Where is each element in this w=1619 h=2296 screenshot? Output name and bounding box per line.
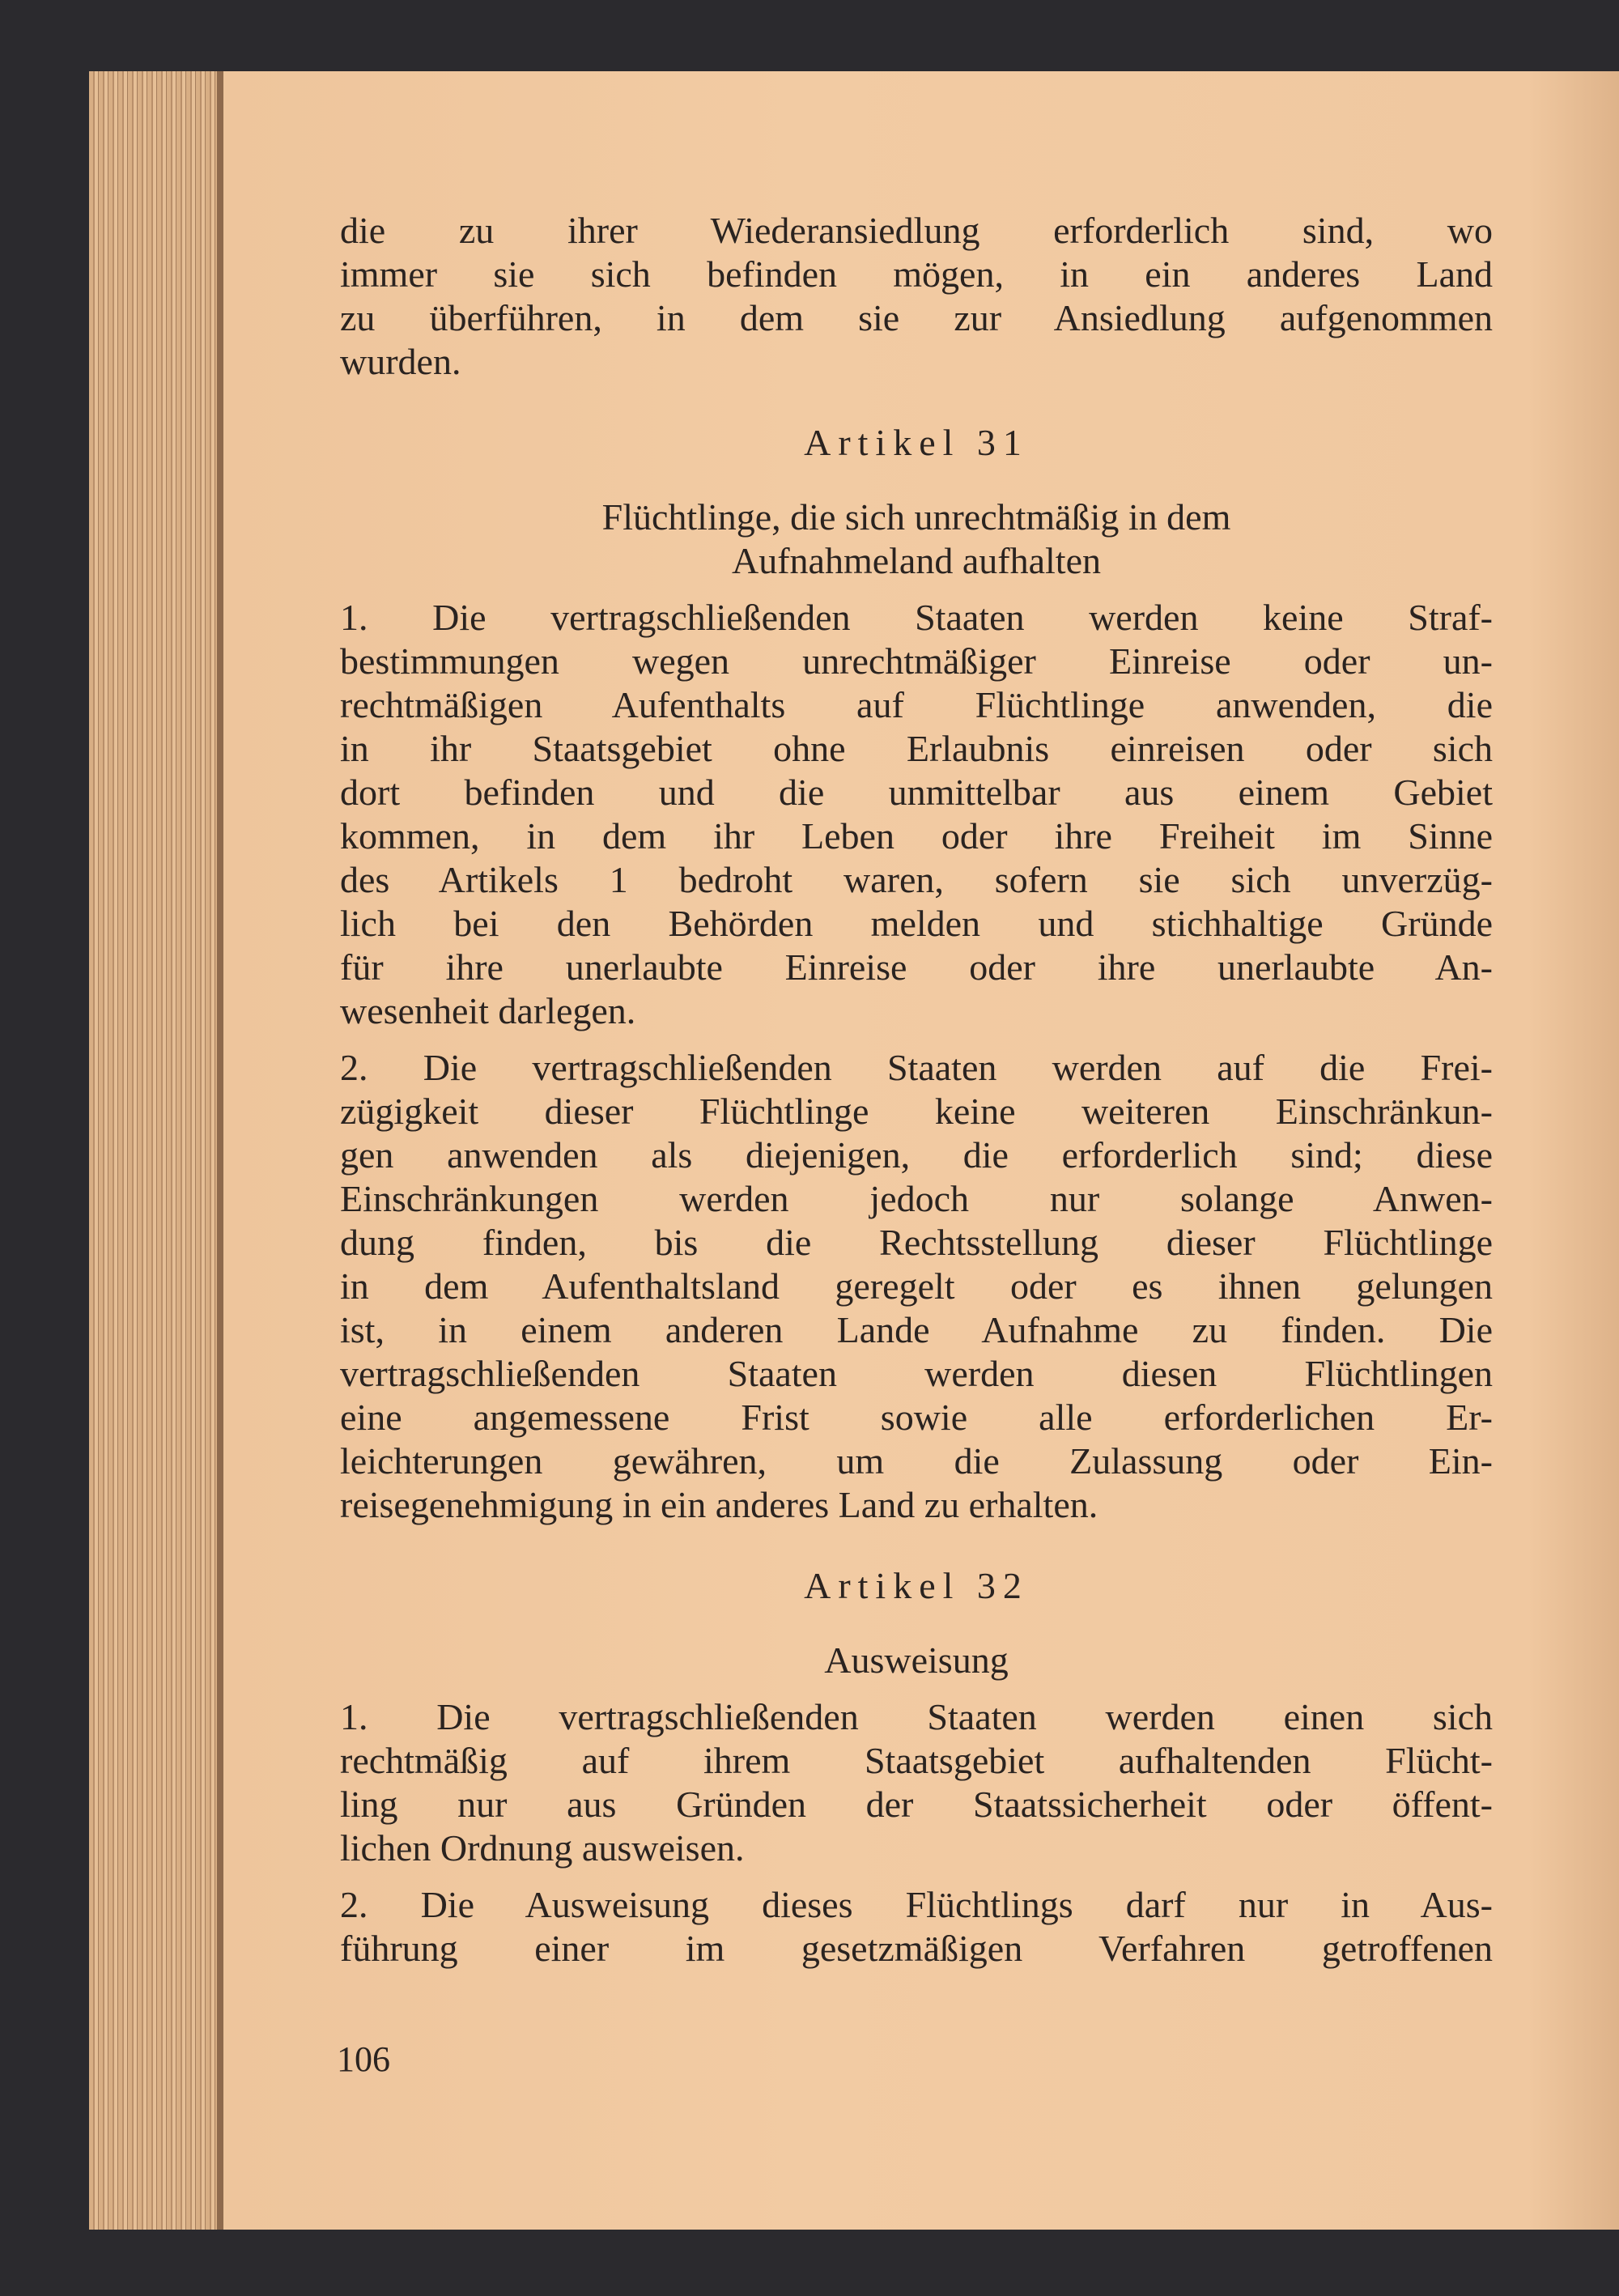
text-line: zügigkeit dieser Flüchtlinge keine weiteren Einschränkun- (340, 1091, 1493, 1132)
page-text (340, 209, 1493, 1971)
article-32-paragraph-2 (340, 1883, 1493, 1971)
text-line: zu überführen, in dem sie zur Ansiedlung aufgenommen (340, 297, 1493, 338)
text-line: in ihr Staatsgebiet ohne Erlaubnis einreisen oder sich (340, 728, 1493, 769)
text-line: lich bei den Behörden melden und stichhaltige Gründe (340, 903, 1493, 944)
text-line: des Artikels 1 bedroht waren, sofern sie sich unverzüg- (340, 859, 1493, 900)
text-line: führung einer im gesetzmäßigen Verfahren getroffenen (340, 1928, 1493, 1969)
page-number: 106 (337, 2039, 390, 2079)
article-31-title: Flüchtlinge, die sich unrechtmäßig in dem (601, 496, 1231, 538)
text-line: ist, in einem anderen Lande Aufnahme zu finden. Die (340, 1309, 1493, 1350)
article-31-title: Aufnahmeland aufhalten (732, 540, 1101, 581)
text-line: eine angemessene Frist sowie alle erforderlichen Er- (340, 1397, 1493, 1438)
text-line: wesenheit darlegen. (340, 990, 636, 1031)
text-line: bestimmungen wegen unrechtmäßiger Einreise oder un- (340, 640, 1493, 682)
article-32-title: Ausweisung (824, 1639, 1009, 1681)
text-line: Einschränkungen werden jedoch nur solange Anwen- (340, 1178, 1493, 1219)
text-line: leichterungen gewähren, um die Zulassung oder Ein- (340, 1440, 1493, 1482)
text-line: dort befinden und die unmittelbar aus einem Gebiet (340, 772, 1493, 813)
text-line: die zu ihrer Wiederansiedlung erforderlich sind, wo (340, 210, 1493, 251)
article-32-paragraph-1 (340, 1695, 1493, 1870)
article-31-paragraph-2 (340, 1046, 1493, 1527)
text-line: reisegenehmigung in ein anderes Land zu erhalten. (340, 1484, 1098, 1525)
text-line: ling nur aus Gründen der Staatssicherheit oder öffent- (340, 1784, 1493, 1825)
page-edges (89, 71, 219, 2230)
text-line: rechtmäßig auf ihrem Staatsgebiet aufhaltenden Flücht- (340, 1740, 1493, 1781)
text-line: dung finden, bis die Rechtsstellung dieser Flüchtlinge (340, 1222, 1493, 1263)
text-line: kommen, in dem ihr Leben oder ihre Freiheit im Sinne (340, 815, 1493, 857)
text-line: für ihre unerlaubte Einreise oder ihre unerlaubte An- (340, 946, 1493, 988)
text-line: lichen Ordnung ausweisen. (340, 1827, 745, 1869)
text-line: 1. Die vertragschließenden Staaten werden keine Straf- (340, 597, 1493, 638)
text-line: 2. Die Ausweisung dieses Flüchtlings darf nur in Aus- (340, 1884, 1493, 1925)
text-line: rechtmäßigen Aufenthalts auf Flüchtlinge anwenden, die (340, 684, 1493, 725)
text-line: 1. Die vertragschließenden Staaten werden einen sich (340, 1696, 1493, 1737)
text-line: in dem Aufenthaltsland geregelt oder es ihnen gelungen (340, 1265, 1493, 1307)
continuation-paragraph (340, 209, 1493, 384)
article-31-heading: Artikel 31 (804, 422, 1029, 463)
article-32-heading: Artikel 32 (804, 1565, 1029, 1606)
text-line: vertragschließenden Staaten werden diesen Flüchtlingen (340, 1353, 1493, 1394)
text-line: 2. Die vertragschließenden Staaten werden auf die Frei- (340, 1047, 1493, 1088)
text-line: immer sie sich befinden mögen, in ein anderes Land (340, 253, 1493, 295)
article-31-paragraph-1 (340, 596, 1493, 1033)
text-line: gen anwenden als diejenigen, die erforderlich sind; diese (340, 1134, 1493, 1176)
text-line: wurden. (340, 341, 461, 382)
